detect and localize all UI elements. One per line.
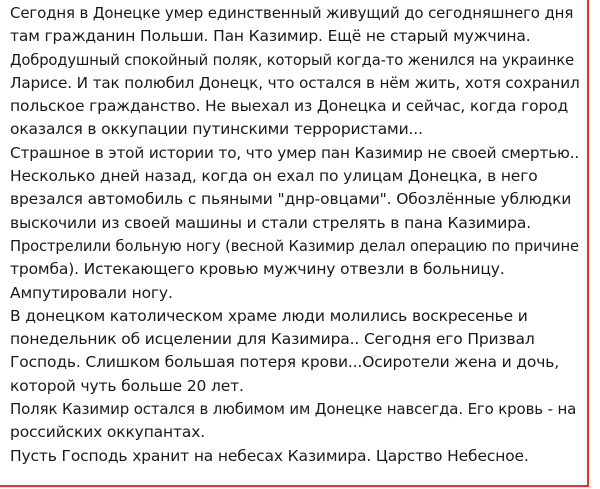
post-line: оказался в оккупации путинскими террористами... bbox=[10, 120, 423, 139]
post-line: Поляк Казимир остался в любимом им Донецке навсегда. Его кровь - на bbox=[10, 400, 577, 419]
post-line: там гражданин Польши. Пан Казимир. Ещё не старый мужчина. bbox=[10, 27, 531, 46]
post-line: российских оккупантах. bbox=[10, 423, 206, 442]
post-line: Прострелили больную ногу (весной Казимир делал операцию по причине bbox=[10, 237, 579, 255]
post-line: Ампутировали ногу. bbox=[10, 283, 173, 302]
post-line: польское гражданство. Не выехал из Донецка и сейчас, когда город bbox=[10, 97, 569, 116]
post-line: тромба). Истекающего кровью мужчину отвезли в больницу. bbox=[10, 260, 505, 279]
post-line: выскочили из своей машины и стали стрелять в пана Казимира. bbox=[10, 213, 532, 232]
post-line: Несколько дней назад, когда он ехал по улицам Донецка, в него bbox=[10, 167, 538, 186]
post-line: которой чуть больше 20 лет. bbox=[10, 376, 244, 395]
post-line: В донецком католическом храме люди молились воскресенье и bbox=[10, 306, 528, 325]
post-line: Добродушный спокойный поляк, который когда-то женился на украинке bbox=[10, 51, 575, 69]
post-line: Сегодня в Донецке умер единственный живущий до сегодняшнего дня bbox=[10, 4, 574, 22]
post-line: врезался автомобиль с пьяными "днр-овцами". Обозлённые ублюдки bbox=[10, 190, 572, 209]
post-line: понедельник об исцелении для Казимира.. Сегодня его Призвал bbox=[10, 330, 535, 349]
post-line: Пусть Господь хранит на небесах Казимира. Царство Небесное. bbox=[10, 446, 529, 465]
post-text bbox=[10, 2, 582, 468]
post-line: Господь. Слишком большая потеря крови...Осиротели жена и дочь, bbox=[10, 353, 559, 372]
post-line: Ларисе. И так полюбил Донецк, что остался в нём жить, хотя сохранил bbox=[10, 73, 580, 92]
post-line: Страшное в этой истории то, что умер пан Казимир не своей смертью.. bbox=[10, 143, 580, 162]
